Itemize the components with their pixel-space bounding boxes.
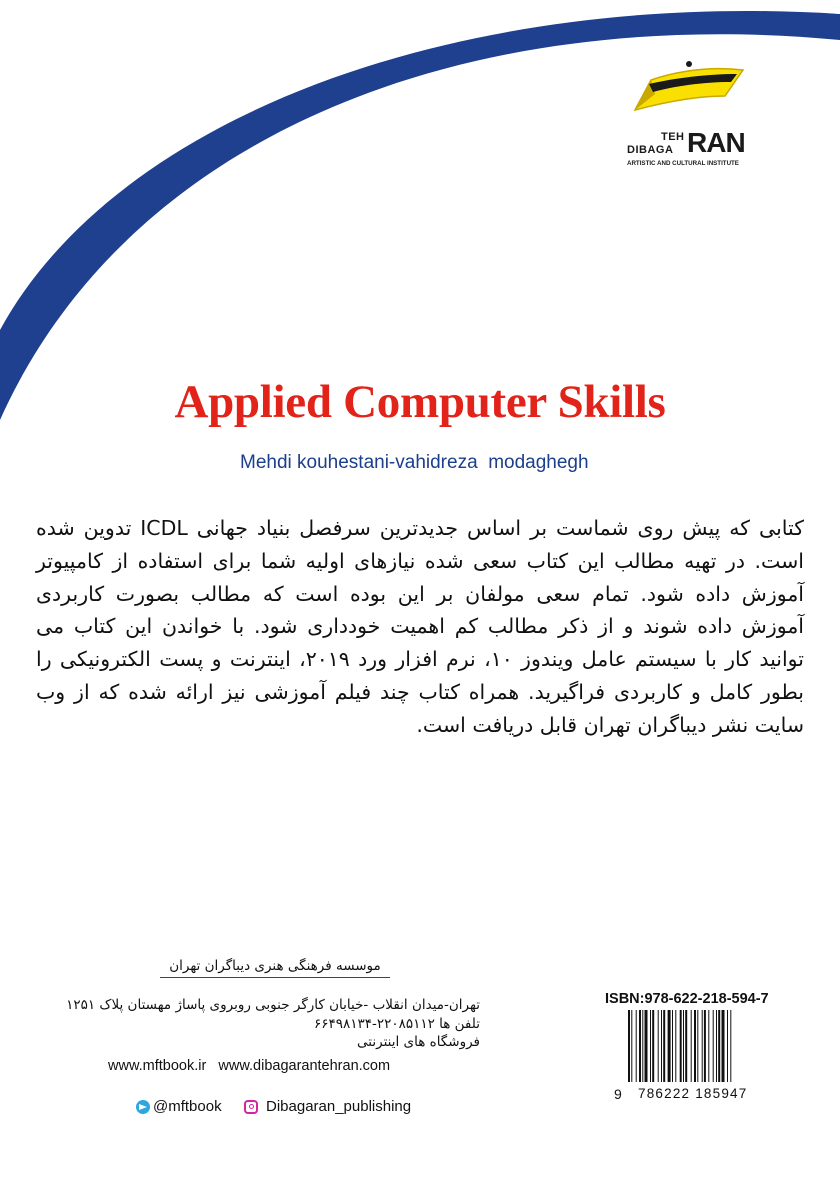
logo-subtitle: ARTISTIC AND CULTURAL INSTITUTE: [627, 160, 739, 167]
barcode-bar: [683, 1010, 684, 1082]
book-description: کتابی که پیش روی شماست بر اساس جدیدترین سرفصل بنیاد جهانی ICDL تدوین شده است. در تهیه مطالب این کتاب سعی شده نیازهای اولیه شما برای استفاده از کامپیوتر آموزش داده شود. تمام سعی مولفان بر این بوده است که مطالب بصورت کاربردی آموزش داده شوند و از ذکر مطالب کم اهمیت خودداری شود. با خواندن این کتاب می توانید کار با سیستم عامل ویندوز ۱۰، نرم افزار ورد ۲۰۱۹، اینترنت و پست الکترونیکی را بطور کامل و کاربردی فراگیرید. همراه کتاب چند فیلم آموزشی نیز ارائه شده که از وب سایت نشر دیباگران تهران قابل دریافت است.: [36, 516, 804, 737]
barcode-bar: [639, 1010, 641, 1082]
barcode-bar: [704, 1010, 706, 1082]
barcode-bar: [702, 1010, 703, 1082]
barcode-bar: [642, 1010, 643, 1082]
barcode-bar: [708, 1010, 709, 1082]
logo-ran-text: RAN: [687, 127, 745, 158]
telegram-handle: @mftbook: [153, 1098, 222, 1115]
phone-line: تلفن ها ۲۲۰۸۵۱۱۲-۶۶۴۹۸۱۳۴: [313, 1015, 480, 1032]
barcode-bar: [628, 1010, 630, 1082]
barcode-bar: [694, 1010, 696, 1082]
barcode-bar: [631, 1010, 632, 1082]
barcode-bar: [691, 1010, 692, 1082]
instagram-icon: [244, 1100, 258, 1114]
barcode-digits: 786222 185947: [638, 1086, 748, 1101]
publisher-address: [60, 996, 480, 1052]
barcode-first-digit: 9: [614, 1086, 622, 1102]
barcode-bar: [713, 1010, 714, 1082]
barcode-bar: [663, 1010, 665, 1082]
barcode-bar: [645, 1010, 648, 1082]
book-authors: Mehdi kouhestani-vahidreza modaghegh: [240, 452, 589, 473]
barcode-bar: [650, 1010, 651, 1082]
barcode-bar: [675, 1010, 676, 1082]
publisher-websites[interactable]: www.mftbook.ir www.dibagarantehran.com: [108, 1058, 391, 1074]
logo-teh-text: TEH: [661, 131, 685, 143]
barcode-bar: [661, 1010, 662, 1082]
barcode-bar: [652, 1010, 654, 1082]
instagram-handle: Dibagaran_publishing: [266, 1098, 412, 1115]
address-line: تهران-میدان انقلاب -خیابان کارگر جنوبی روبروی پاساژ مهستان پلاک ۱۲۵۱: [66, 997, 480, 1013]
barcode-bar: [697, 1010, 698, 1082]
barcode-bar: [685, 1010, 687, 1082]
barcode-bar: [718, 1010, 720, 1082]
barcode-bar: [672, 1010, 673, 1082]
isbn-label: ISBN:978-622-218-594-7: [605, 991, 769, 1007]
isbn-barcode: [627, 1010, 795, 1082]
barcode-bar: [680, 1010, 682, 1082]
telegram-link[interactable]: [136, 1098, 222, 1115]
barcode-bar: [716, 1010, 717, 1082]
barcode-bar: [722, 1010, 725, 1082]
barcode-bar: [668, 1010, 671, 1082]
barcode-bar: [636, 1010, 637, 1082]
online-stores-line: فروشگاه های اینترنتی: [357, 1034, 480, 1050]
book-title: Applied Computer Skills: [174, 376, 666, 428]
barcode-bar: [727, 1010, 728, 1082]
barcode-bar: [658, 1010, 659, 1082]
publisher-name: موسسه فرهنگی هنری دیباگران تهران: [160, 958, 390, 978]
logo-dibaga-text: DIBAGA: [627, 144, 674, 156]
telegram-icon: [136, 1100, 150, 1114]
instagram-link[interactable]: [244, 1098, 411, 1115]
barcode-bar: [730, 1010, 731, 1082]
